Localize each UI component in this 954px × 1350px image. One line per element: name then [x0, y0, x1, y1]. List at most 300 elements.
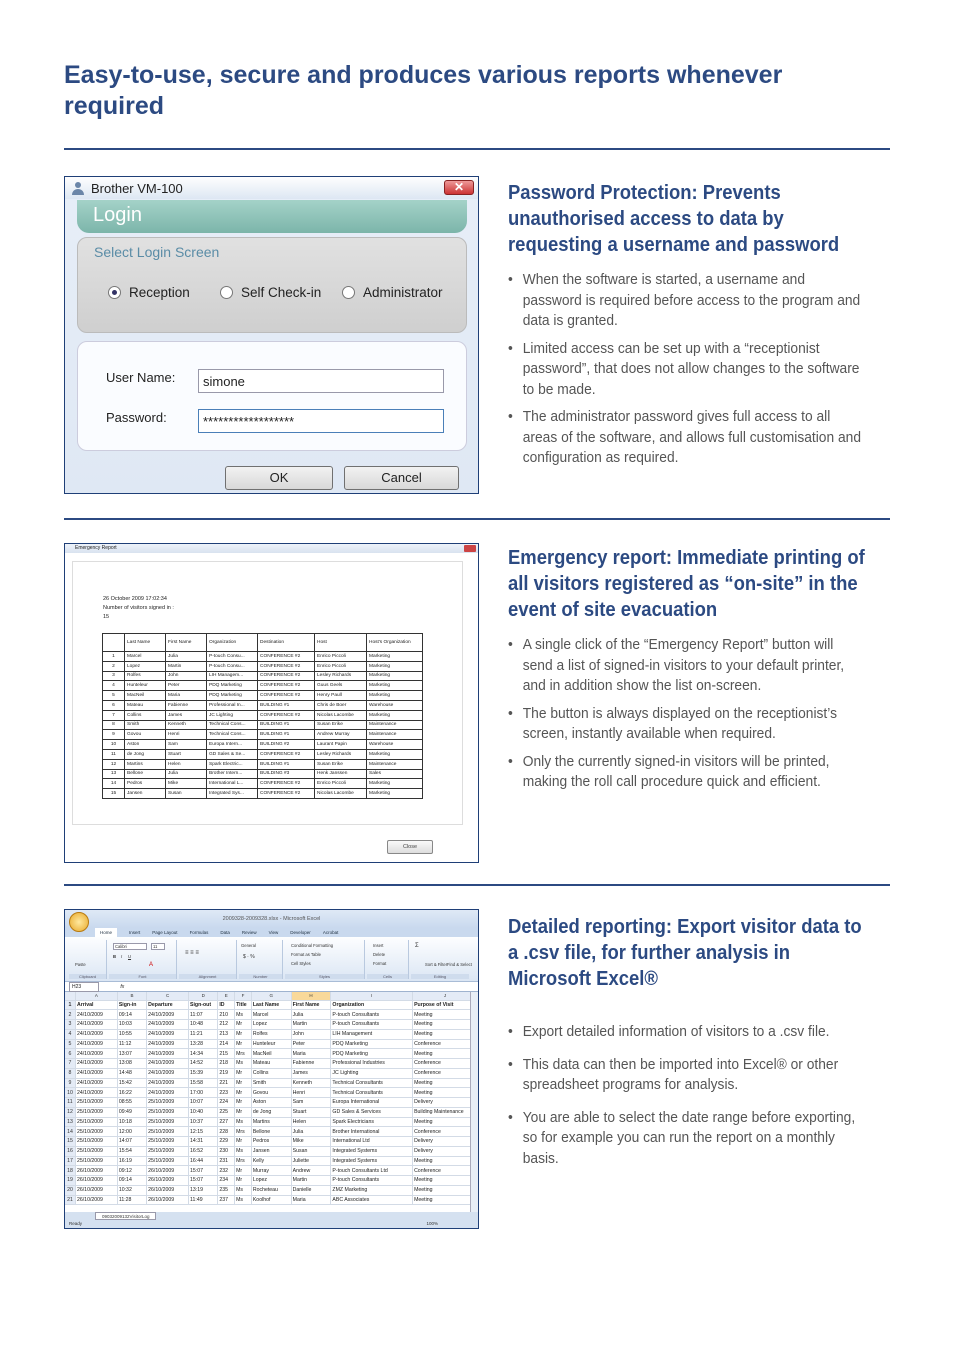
- table-cell[interactable]: 24/10/2009: [147, 1059, 189, 1069]
- table-cell[interactable]: Mr: [235, 1029, 252, 1039]
- table-cell[interactable]: Helen: [291, 1117, 331, 1127]
- table-cell[interactable]: 234: [218, 1176, 235, 1186]
- table-cell[interactable]: 24/10/2009: [75, 1068, 117, 1078]
- table-cell[interactable]: 24/10/2009: [147, 1078, 189, 1088]
- table-cell[interactable]: 15:54: [117, 1146, 146, 1156]
- column-header[interactable]: F: [235, 992, 252, 1000]
- table-cell[interactable]: de Jong: [251, 1107, 291, 1117]
- table-cell[interactable]: 223: [218, 1088, 235, 1098]
- table-cell[interactable]: 232: [218, 1166, 235, 1176]
- table-cell[interactable]: 14:07: [117, 1137, 146, 1147]
- table-cell[interactable]: Conference: [413, 1059, 478, 1069]
- row-number[interactable]: 11: [65, 1098, 75, 1108]
- table-cell[interactable]: 14:31: [189, 1137, 218, 1147]
- table-cell[interactable]: Kenneth: [291, 1078, 331, 1088]
- report-date: 26 October 2009 17:02:34: [103, 596, 167, 602]
- row-number[interactable]: 15: [65, 1137, 75, 1147]
- table-cell[interactable]: Last Name: [251, 1000, 291, 1010]
- cell-styles-button[interactable]: Cell Styles: [291, 961, 311, 966]
- table-cell[interactable]: 227: [218, 1117, 235, 1127]
- table-cell: 11: [103, 749, 125, 759]
- table-cell[interactable]: Bellone: [251, 1127, 291, 1137]
- number-format-select[interactable]: General: [241, 943, 256, 948]
- table-cell[interactable]: LIH Management: [331, 1029, 413, 1039]
- table-cell[interactable]: 210: [218, 1010, 235, 1020]
- row-number[interactable]: 19: [65, 1176, 75, 1186]
- table-cell[interactable]: 09:12: [117, 1166, 146, 1176]
- table-cell[interactable]: 221: [218, 1078, 235, 1088]
- table-cell: Maintenance: [367, 730, 423, 740]
- table-cell[interactable]: 26/10/2009: [147, 1166, 189, 1176]
- table-cell[interactable]: James: [291, 1068, 331, 1078]
- table-cell[interactable]: Julia: [291, 1127, 331, 1137]
- row-number[interactable]: 10: [65, 1088, 75, 1098]
- table-cell[interactable]: 08:55: [117, 1098, 146, 1108]
- table-cell[interactable]: Integrated Systems: [331, 1146, 413, 1156]
- table-cell[interactable]: 213: [218, 1029, 235, 1039]
- table-cell[interactable]: 24/10/2009: [147, 1020, 189, 1030]
- table-cell[interactable]: 229: [218, 1137, 235, 1147]
- row-number[interactable]: 21: [65, 1195, 75, 1205]
- italic-icon[interactable]: I: [121, 954, 123, 959]
- table-cell[interactable]: 25/10/2009: [75, 1117, 117, 1127]
- table-cell[interactable]: 25/10/2009: [147, 1146, 189, 1156]
- ribbon-tab[interactable]: Developer: [290, 930, 311, 935]
- name-box[interactable]: H23: [69, 982, 99, 992]
- sum-icon[interactable]: Σ: [415, 943, 419, 949]
- table-cell[interactable]: 26/10/2009: [75, 1195, 117, 1205]
- table-cell[interactable]: Maria: [291, 1049, 331, 1059]
- ribbon-tab[interactable]: Insert: [129, 930, 141, 935]
- table-cell[interactable]: JC Lighting: [331, 1068, 413, 1078]
- table-cell[interactable]: Conference: [413, 1039, 478, 1049]
- table-cell[interactable]: Organization: [331, 1000, 413, 1010]
- row-number[interactable]: 9: [65, 1078, 75, 1088]
- table-cell: Marketing: [367, 681, 423, 691]
- row-number[interactable]: 18: [65, 1166, 75, 1176]
- table-cell[interactable]: Hunteleur: [251, 1039, 291, 1049]
- table-cell[interactable]: 14:52: [189, 1059, 218, 1069]
- table-cell[interactable]: 09:14: [117, 1010, 146, 1020]
- table-cell[interactable]: Stuart: [291, 1107, 331, 1117]
- table-cell[interactable]: Mateau: [251, 1059, 291, 1069]
- table-cell[interactable]: 11:12: [117, 1039, 146, 1049]
- fx-icon[interactable]: fx: [120, 984, 125, 990]
- row-number[interactable]: 8: [65, 1068, 75, 1078]
- table-cell[interactable]: Meeting: [413, 1176, 478, 1186]
- table-cell[interactable]: 25/10/2009: [75, 1156, 117, 1166]
- table-cell[interactable]: John: [291, 1029, 331, 1039]
- column-header[interactable]: H: [291, 992, 331, 1000]
- table-cell[interactable]: Mr: [235, 1078, 252, 1088]
- table-cell[interactable]: 15:39: [189, 1068, 218, 1078]
- underline-icon[interactable]: U: [128, 954, 132, 959]
- table-cell[interactable]: Fabienne: [291, 1059, 331, 1069]
- spreadsheet-grid[interactable]: [65, 992, 478, 1205]
- table-cell[interactable]: 24/10/2009: [147, 1049, 189, 1059]
- column-header[interactable]: [65, 992, 75, 1000]
- insert-cells-button[interactable]: Insert: [373, 943, 384, 948]
- table-cell[interactable]: P-touch Consultants Ltd: [331, 1166, 413, 1176]
- column-header[interactable]: J: [413, 992, 478, 1000]
- ribbon-tab[interactable]: Home: [95, 928, 117, 937]
- table-cell[interactable]: Meeting: [413, 1029, 478, 1039]
- table-cell[interactable]: Henri: [291, 1088, 331, 1098]
- table-cell[interactable]: 24/10/2009: [75, 1020, 117, 1030]
- table-row: [103, 749, 423, 759]
- format-as-table-button[interactable]: Format as Table: [291, 952, 321, 957]
- table-cell[interactable]: Integrated Systems: [331, 1156, 413, 1166]
- table-row: [65, 1029, 478, 1039]
- table-cell[interactable]: Mr: [235, 1166, 252, 1176]
- table-cell[interactable]: 10:03: [117, 1020, 146, 1030]
- row-number[interactable]: 14: [65, 1127, 75, 1137]
- font-name-select[interactable]: Calibri: [113, 943, 147, 950]
- table-cell[interactable]: 25/10/2009: [75, 1137, 117, 1147]
- table-cell[interactable]: 24/10/2009: [75, 1010, 117, 1020]
- table-cell[interactable]: ID: [218, 1000, 235, 1010]
- table-cell[interactable]: 225: [218, 1107, 235, 1117]
- table-cell[interactable]: P-touch Consultants: [331, 1176, 413, 1186]
- table-cell[interactable]: Delivery: [413, 1146, 478, 1156]
- table-cell[interactable]: 24/10/2009: [147, 1039, 189, 1049]
- table-cell[interactable]: 26/10/2009: [147, 1195, 189, 1205]
- paste-button[interactable]: Paste: [75, 962, 86, 967]
- table-cell[interactable]: Professional Industries: [331, 1059, 413, 1069]
- zoom-level[interactable]: 100%: [426, 1221, 438, 1226]
- table-cell[interactable]: 11:49: [189, 1195, 218, 1205]
- table-cell[interactable]: 11:28: [117, 1195, 146, 1205]
- table-cell[interactable]: Mr: [235, 1068, 252, 1078]
- row-number[interactable]: 2: [65, 1010, 75, 1020]
- table-cell[interactable]: 15:07: [189, 1176, 218, 1186]
- table-cell[interactable]: Koolhof: [251, 1195, 291, 1205]
- table-cell[interactable]: Europa International: [331, 1098, 413, 1108]
- table-cell[interactable]: 12:15: [189, 1127, 218, 1137]
- ribbon-tab[interactable]: Formulas: [189, 930, 209, 935]
- table-cell[interactable]: 16:44: [189, 1156, 218, 1166]
- sort-filter-button[interactable]: Sort & Filter: [425, 962, 448, 967]
- table-cell[interactable]: 26/10/2009: [147, 1185, 189, 1195]
- table-cell[interactable]: Mrs: [235, 1049, 252, 1059]
- number-group: [239, 940, 283, 979]
- table-cell[interactable]: Meeting: [413, 1010, 478, 1020]
- table-cell[interactable]: Rocheteau: [251, 1185, 291, 1195]
- ribbon-tab[interactable]: Review: [241, 930, 257, 935]
- table-cell[interactable]: 25/10/2009: [147, 1127, 189, 1137]
- user-name-input[interactable]: [198, 369, 444, 393]
- table-cell[interactable]: 219: [218, 1068, 235, 1078]
- table-cell[interactable]: Conference: [413, 1068, 478, 1078]
- find-select-button[interactable]: Find & Select: [447, 962, 472, 967]
- table-cell[interactable]: Mr: [235, 1098, 252, 1108]
- column-header[interactable]: G: [251, 992, 291, 1000]
- row-number[interactable]: 12: [65, 1107, 75, 1117]
- table-cell[interactable]: 09:14: [117, 1176, 146, 1186]
- table-cell[interactable]: Meeting: [413, 1195, 478, 1205]
- table-cell[interactable]: Smith: [251, 1078, 291, 1088]
- conditional-formatting-button[interactable]: Conditional Formatting: [291, 943, 334, 948]
- table-cell[interactable]: Ms: [235, 1010, 252, 1020]
- delete-cells-button[interactable]: Delete: [373, 952, 386, 957]
- table-cell[interactable]: International Ltd: [331, 1137, 413, 1147]
- table-cell[interactable]: Martin: [291, 1020, 331, 1030]
- table-cell[interactable]: 218: [218, 1059, 235, 1069]
- table-cell[interactable]: Mr: [235, 1137, 252, 1147]
- table-cell[interactable]: 10:32: [117, 1185, 146, 1195]
- table-cell[interactable]: Susan: [291, 1146, 331, 1156]
- table-cell[interactable]: 228: [218, 1127, 235, 1137]
- bullet-list: [508, 1022, 867, 1176]
- table-cell[interactable]: 25/10/2009: [147, 1098, 189, 1108]
- section-heading: Detailed reporting: Export visitor data to a .csv file, for further analysis in Microsoft Excel®: [508, 915, 862, 990]
- table-cell[interactable]: 235: [218, 1185, 235, 1195]
- table-cell[interactable]: Ms: [235, 1146, 252, 1156]
- table-cell[interactable]: Meeting: [413, 1117, 478, 1127]
- column-header[interactable]: I: [331, 992, 413, 1000]
- table-cell[interactable]: Building Maintenance: [413, 1107, 478, 1117]
- table-cell[interactable]: 16:19: [117, 1156, 146, 1166]
- table-cell[interactable]: Ms: [235, 1059, 252, 1069]
- row-number[interactable]: 5: [65, 1039, 75, 1049]
- table-cell[interactable]: Marcel: [251, 1010, 291, 1020]
- table-cell[interactable]: Pedros: [251, 1137, 291, 1147]
- column-header[interactable]: C: [147, 992, 189, 1000]
- table-cell[interactable]: 24/10/2009: [147, 1010, 189, 1020]
- table-cell[interactable]: 13:19: [189, 1185, 218, 1195]
- currency-icon[interactable]: $ · %: [243, 954, 255, 960]
- column-header[interactable]: E: [218, 992, 235, 1000]
- table-cell[interactable]: Peter: [291, 1039, 331, 1049]
- table-cell[interactable]: 25/10/2009: [75, 1107, 117, 1117]
- table-cell[interactable]: P-touch Consultants: [331, 1020, 413, 1030]
- table-cell[interactable]: Mike: [291, 1137, 331, 1147]
- table-cell[interactable]: Mr: [235, 1039, 252, 1049]
- table-cell[interactable]: 14:48: [117, 1068, 146, 1078]
- sheet-tab[interactable]: 09032009132VisitorLog: [95, 1212, 156, 1220]
- table-cell[interactable]: Sign-in: [117, 1000, 146, 1010]
- align-icon[interactable]: ≡ ≡ ≡: [185, 950, 199, 956]
- office-button-icon[interactable]: [69, 912, 89, 932]
- table-cell[interactable]: 17:00: [189, 1088, 218, 1098]
- table-cell[interactable]: ABC Associates: [331, 1195, 413, 1205]
- table-cell[interactable]: 15:07: [189, 1166, 218, 1176]
- format-cells-button[interactable]: Format: [373, 961, 387, 966]
- radio-self-check-in[interactable]: [220, 285, 321, 300]
- table-cell[interactable]: 13:28: [189, 1039, 218, 1049]
- table-cell[interactable]: Andrew: [291, 1166, 331, 1176]
- table-cell[interactable]: Aston: [251, 1098, 291, 1108]
- table-cell[interactable]: Rolfes: [251, 1029, 291, 1039]
- table-cell[interactable]: 26/10/2009: [75, 1185, 117, 1195]
- ribbon-tab[interactable]: Page Layout: [152, 930, 178, 935]
- table-cell[interactable]: Julia: [291, 1010, 331, 1020]
- column-header[interactable]: D: [189, 992, 218, 1000]
- table-cell[interactable]: 231: [218, 1156, 235, 1166]
- table-cell[interactable]: 10:55: [117, 1029, 146, 1039]
- table-cell[interactable]: Lopez: [251, 1176, 291, 1186]
- table-cell[interactable]: 15:42: [117, 1078, 146, 1088]
- ribbon-tab[interactable]: Data: [220, 930, 230, 935]
- table-cell[interactable]: Technical Consultants: [331, 1078, 413, 1088]
- table-cell[interactable]: 11:21: [189, 1029, 218, 1039]
- table-cell[interactable]: Maria: [291, 1195, 331, 1205]
- table-cell[interactable]: Collins: [251, 1068, 291, 1078]
- table-cell[interactable]: Purpose of Visit: [413, 1000, 478, 1010]
- table-cell[interactable]: Meeting: [413, 1185, 478, 1195]
- font-size-select[interactable]: 11: [151, 943, 165, 950]
- table-cell[interactable]: GD Sales & Services: [331, 1107, 413, 1117]
- vertical-scrollbar[interactable]: [470, 992, 478, 1212]
- table-cell[interactable]: Kelly: [251, 1156, 291, 1166]
- cancel-button[interactable]: Cancel: [344, 466, 459, 490]
- table-cell[interactable]: 215: [218, 1049, 235, 1059]
- table-cell[interactable]: Technical Consultants: [331, 1088, 413, 1098]
- table-cell[interactable]: 230: [218, 1146, 235, 1156]
- row-number[interactable]: 20: [65, 1185, 75, 1195]
- password-input[interactable]: [198, 409, 444, 433]
- table-cell[interactable]: Mr: [235, 1107, 252, 1117]
- row-number[interactable]: 4: [65, 1029, 75, 1039]
- table-cell[interactable]: Meeting: [413, 1049, 478, 1059]
- table-cell[interactable]: 24/10/2009: [147, 1029, 189, 1039]
- table-cell[interactable]: Mrs: [235, 1127, 252, 1137]
- row-number[interactable]: 1: [65, 1000, 75, 1010]
- table-cell[interactable]: Martin: [291, 1176, 331, 1186]
- table-cell[interactable]: Murray: [251, 1166, 291, 1176]
- table-cell[interactable]: 12:00: [117, 1127, 146, 1137]
- bold-icon[interactable]: B: [113, 954, 117, 959]
- table-cell[interactable]: 237: [218, 1195, 235, 1205]
- table-cell[interactable]: 09:49: [117, 1107, 146, 1117]
- table-cell[interactable]: Delivery: [413, 1098, 478, 1108]
- table-cell[interactable]: 13:07: [117, 1049, 146, 1059]
- table-cell[interactable]: 16:22: [117, 1088, 146, 1098]
- table-cell[interactable]: Mr: [235, 1020, 252, 1030]
- ribbon-tab[interactable]: View: [268, 930, 279, 935]
- table-cell[interactable]: 10:40: [189, 1107, 218, 1117]
- table-cell[interactable]: 24/10/2009: [75, 1029, 117, 1039]
- table-cell[interactable]: Lopez: [251, 1020, 291, 1030]
- table-cell[interactable]: 25/10/2009: [147, 1107, 189, 1117]
- table-cell[interactable]: Sam: [291, 1098, 331, 1108]
- table-cell[interactable]: 24/10/2009: [147, 1068, 189, 1078]
- table-cell[interactable]: 10:48: [189, 1020, 218, 1030]
- table-cell[interactable]: 11:07: [189, 1010, 218, 1020]
- list-item: • Export detailed information of visitors to a .csv file.: [508, 1022, 867, 1043]
- table-cell[interactable]: P-touch Consultants: [331, 1010, 413, 1020]
- row-number[interactable]: 13: [65, 1117, 75, 1127]
- table-cell[interactable]: 25/10/2009: [147, 1156, 189, 1166]
- table-cell[interactable]: ZMZ Marketing: [331, 1185, 413, 1195]
- row-number[interactable]: 7: [65, 1059, 75, 1069]
- radio-label: Reception: [129, 285, 190, 300]
- table-cell: Henry Paull: [315, 691, 367, 701]
- table-cell[interactable]: PDQ Marketing: [331, 1039, 413, 1049]
- table-cell[interactable]: 16:52: [189, 1146, 218, 1156]
- close-button[interactable]: Close: [387, 840, 433, 854]
- table-cell[interactable]: Spark Electricians: [331, 1117, 413, 1127]
- table-cell[interactable]: 13:08: [117, 1059, 146, 1069]
- table-cell[interactable]: Mr: [235, 1176, 252, 1186]
- table-cell[interactable]: Delivery: [413, 1137, 478, 1147]
- table-cell[interactable]: Ms: [235, 1117, 252, 1127]
- table-cell[interactable]: Meeting: [413, 1078, 478, 1088]
- table-cell[interactable]: Danielle: [291, 1185, 331, 1195]
- table-cell[interactable]: 24/10/2009: [75, 1039, 117, 1049]
- table-cell[interactable]: Ms: [235, 1195, 252, 1205]
- table-cell[interactable]: 14:34: [189, 1049, 218, 1059]
- table-cell[interactable]: Brother International: [331, 1127, 413, 1137]
- table-cell[interactable]: 24/10/2009: [75, 1049, 117, 1059]
- table-cell[interactable]: Mr: [235, 1088, 252, 1098]
- table-cell[interactable]: Conference: [413, 1166, 478, 1176]
- column-header[interactable]: B: [117, 992, 146, 1000]
- row-number[interactable]: 6: [65, 1049, 75, 1059]
- table-cell[interactable]: 24/10/2009: [75, 1088, 117, 1098]
- table-cell[interactable]: Meeting: [413, 1020, 478, 1030]
- ok-button[interactable]: OK: [225, 466, 333, 490]
- ribbon-tab[interactable]: Acrobat: [322, 930, 339, 935]
- table-cell[interactable]: Departure: [147, 1000, 189, 1010]
- close-icon[interactable]: [464, 545, 476, 552]
- table-cell[interactable]: 25/10/2009: [75, 1127, 117, 1137]
- table-cell[interactable]: PDQ Marketing: [331, 1049, 413, 1059]
- table-cell[interactable]: 26/10/2009: [75, 1176, 117, 1186]
- table-cell[interactable]: Meeting: [413, 1156, 478, 1166]
- radio-administrator[interactable]: [342, 285, 443, 300]
- table-cell[interactable]: 15:58: [189, 1078, 218, 1088]
- table-cell[interactable]: 10:07: [189, 1098, 218, 1108]
- group-label: Alignment: [179, 974, 236, 979]
- table-cell[interactable]: 212: [218, 1020, 235, 1030]
- table-cell[interactable]: Govou: [251, 1088, 291, 1098]
- table-cell[interactable]: 26/10/2009: [75, 1166, 117, 1176]
- table-cell[interactable]: 214: [218, 1039, 235, 1049]
- table-cell[interactable]: 24/10/2009: [75, 1078, 117, 1088]
- radio-reception[interactable]: [108, 285, 190, 300]
- table-cell[interactable]: Martins: [251, 1117, 291, 1127]
- table-cell[interactable]: MacNeil: [251, 1049, 291, 1059]
- table-cell[interactable]: First Name: [291, 1000, 331, 1010]
- table-cell[interactable]: 24/10/2009: [147, 1088, 189, 1098]
- table-cell[interactable]: Title: [235, 1000, 252, 1010]
- table-cell[interactable]: 10:37: [189, 1117, 218, 1127]
- table-cell[interactable]: 25/10/2009: [75, 1146, 117, 1156]
- table-cell[interactable]: Juliette: [291, 1156, 331, 1166]
- row-number[interactable]: 16: [65, 1146, 75, 1156]
- table-cell[interactable]: Arrival: [75, 1000, 117, 1010]
- table-cell[interactable]: Jansen: [251, 1146, 291, 1156]
- table-cell[interactable]: Sign-out: [189, 1000, 218, 1010]
- table-cell[interactable]: Conference: [413, 1127, 478, 1137]
- table-cell[interactable]: 224: [218, 1098, 235, 1108]
- table-cell[interactable]: 25/10/2009: [75, 1098, 117, 1108]
- table-cell[interactable]: Mrs: [235, 1156, 252, 1166]
- column-header[interactable]: A: [75, 992, 117, 1000]
- table-cell[interactable]: 24/10/2009: [75, 1059, 117, 1069]
- table-cell[interactable]: Meeting: [413, 1088, 478, 1098]
- font-color-icon[interactable]: A: [149, 962, 154, 968]
- close-button[interactable]: ✕: [444, 180, 474, 195]
- table-cell[interactable]: 26/10/2009: [147, 1176, 189, 1186]
- table-cell[interactable]: Ms: [235, 1185, 252, 1195]
- table-cell[interactable]: 10:18: [117, 1117, 146, 1127]
- table-cell[interactable]: 25/10/2009: [147, 1137, 189, 1147]
- row-number[interactable]: 17: [65, 1156, 75, 1166]
- row-number[interactable]: 3: [65, 1020, 75, 1030]
- table-cell[interactable]: 25/10/2009: [147, 1117, 189, 1127]
